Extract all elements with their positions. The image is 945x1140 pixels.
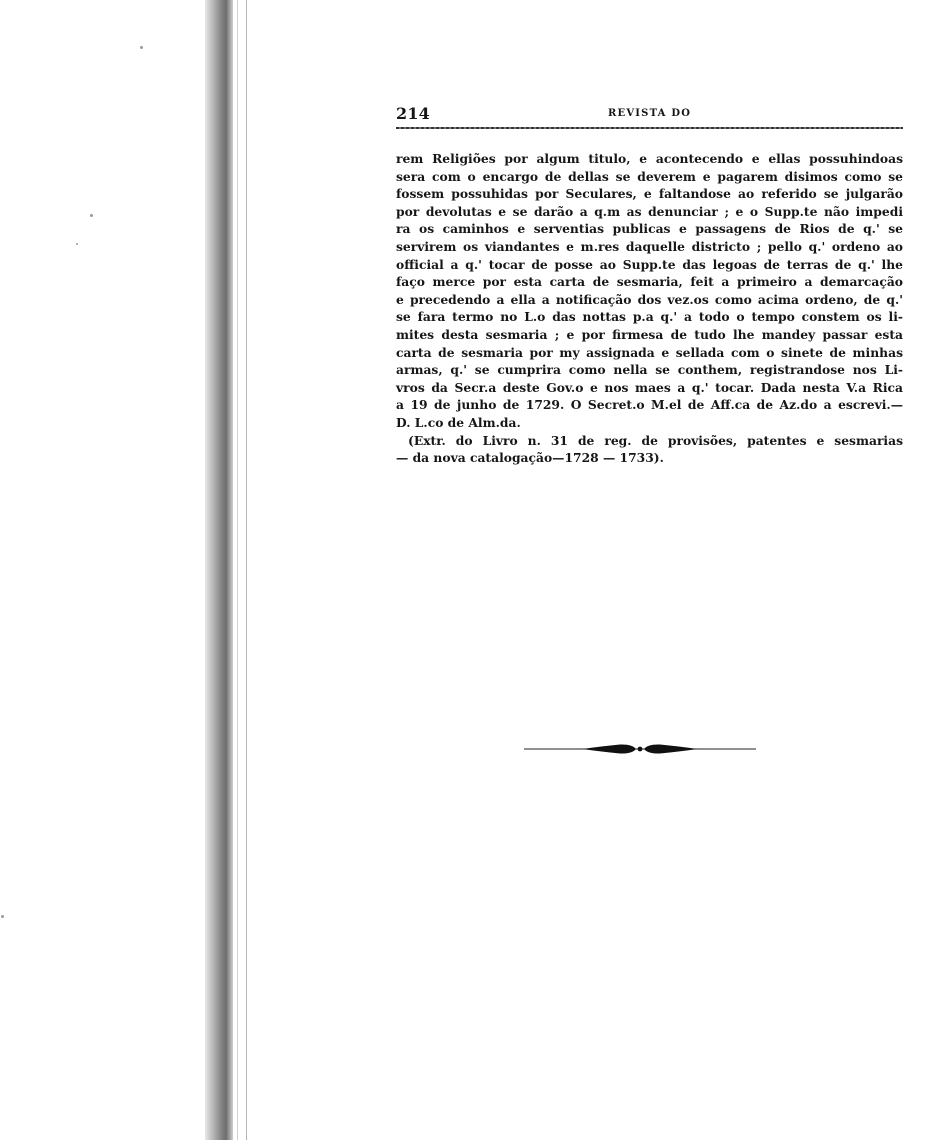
text-line: por devolutas e se darão a q.m as denunciar ; e o Supp.te não impedi: [396, 203, 903, 219]
text-line: ra os caminhos e serventias publicas e passagens de Rios de q.' se: [396, 221, 903, 237]
section-end-ornament: [524, 742, 756, 756]
text-line: rem Religiões por algum titulo, e acontecendo e ellas possuhindoas: [396, 151, 903, 166]
text-line: armas, q.' se cumprira como nella se conthem, registrandose nos Li-: [396, 362, 903, 378]
text-line: a 19 de junho de 1729. O Secret.o M.el de Aff.ca de Az.do a escrevi.—: [396, 397, 903, 413]
page-number: 214: [396, 104, 430, 123]
binding-gutter-shadow: [205, 0, 233, 1140]
scan-speck: [140, 46, 143, 49]
text-line: servirem os viandantes e m.res daquelle districto ; pello q.' ordeno ao: [396, 238, 903, 254]
document-body: [396, 150, 903, 467]
text-line: e precedendo a ella a notificação dos vez.os como acima ordeno, de q.': [396, 291, 903, 307]
text-line: mites desta sesmaria ; e por firmesa de tudo lhe mandey passar esta: [396, 326, 903, 342]
scan-speck: [76, 243, 78, 245]
gutter-line: [237, 0, 238, 1140]
text-line: fossem possuhidas por Seculares, e faltandose ao referido se julgarão: [396, 186, 903, 202]
text-line: faço merce por esta carta de sesmaria, feit a primeiro a demarcação: [396, 274, 903, 290]
text-line: se fara termo no L.o das nottas p.a q.' a todo o tempo constem os li-: [396, 309, 903, 325]
text-line: carta de sesmaria por my assignada e sellada com o sinete de minhas: [396, 344, 903, 360]
scan-speck: [1, 915, 4, 918]
scan-speck: [90, 214, 93, 217]
page-header: [396, 104, 903, 126]
running-title: REVISTA DO: [608, 108, 692, 119]
text-line: sera com o encargo de dellas se deverem e pagarem disimos como se: [396, 168, 903, 184]
header-rule: [396, 127, 903, 129]
source-citation-line: (Extr. do Livro n. 31 de reg. de provisões, patentes e sesmarias: [408, 432, 903, 448]
text-line: official a q.' tocar de posse ao Supp.te das legoas de terras de q.' lhe: [396, 256, 903, 272]
gutter-line: [246, 0, 247, 1140]
source-citation-line: — da nova catalogação—1728 — 1733).: [396, 450, 664, 466]
text-line: D. L.co de Alm.da.: [396, 414, 521, 430]
text-line: vros da Secr.a deste Gov.o e nos maes a q.' tocar. Dada nesta V.a Rica: [396, 379, 903, 395]
